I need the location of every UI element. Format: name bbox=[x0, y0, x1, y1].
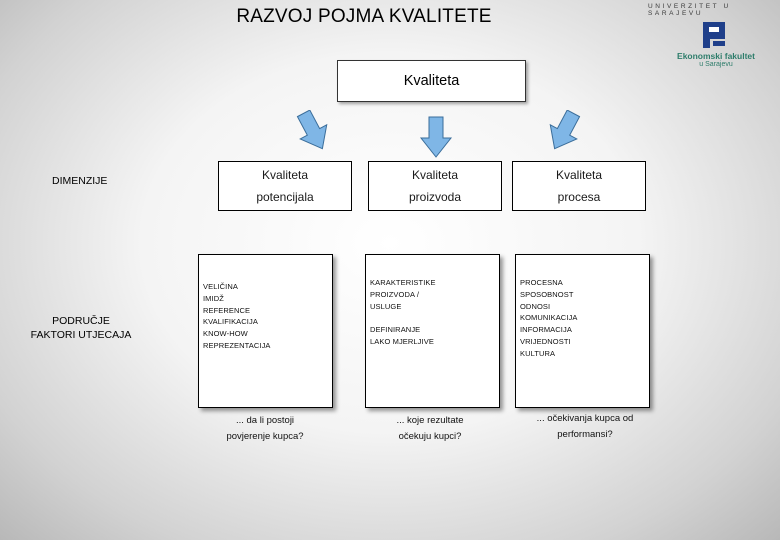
factor-item: KOMUNIKACIJA bbox=[520, 313, 578, 323]
dimension-line1: Kvaliteta bbox=[261, 168, 309, 182]
faculty-city: u Sarajevu bbox=[699, 61, 733, 68]
arrow-down-icon bbox=[296, 110, 330, 152]
factor-item bbox=[370, 312, 436, 324]
factor-item: REPREZENTACIJA bbox=[203, 340, 271, 350]
factor-list bbox=[203, 281, 271, 352]
factor-item: ODNOSI bbox=[520, 301, 551, 311]
question-line1: ... koje rezultate bbox=[396, 415, 464, 426]
question-line1: ... očekivanja kupca od bbox=[536, 413, 634, 424]
question-line2: performansi? bbox=[557, 429, 613, 440]
factor-item: KNOW-HOW bbox=[203, 329, 248, 339]
dimension-line2: procesa bbox=[557, 190, 601, 204]
factor-item: VELIČINA bbox=[203, 282, 238, 291]
question-line2: povjerenje kupca? bbox=[226, 431, 304, 442]
factor-item: PROCESNA bbox=[520, 278, 563, 287]
factor-item: INFORMACIJA bbox=[520, 325, 572, 335]
factor-item: KVALIFIKACIJA bbox=[203, 317, 258, 327]
factor-item: KARAKTERISTIKE bbox=[370, 278, 436, 287]
dimensions-label: DIMENZIJE bbox=[52, 175, 108, 187]
root-quality-box bbox=[337, 60, 526, 102]
factors-label bbox=[16, 314, 146, 342]
factors-box-product bbox=[365, 254, 500, 408]
question-line1: ... da li postoji bbox=[235, 415, 295, 426]
arrow-down-icon bbox=[419, 116, 453, 158]
factors-label-line1: PODRUČJE bbox=[52, 315, 110, 327]
page-title: RAZVOJ POJMA KVALITETE bbox=[236, 6, 492, 27]
dimension-line1: Kvaliteta bbox=[555, 168, 603, 182]
factors-box-potential bbox=[198, 254, 333, 408]
factor-item: IMIDŽ bbox=[203, 293, 224, 303]
factor-item: REFERENCE bbox=[203, 305, 251, 315]
dimension-box-potential bbox=[218, 161, 352, 211]
factor-list bbox=[520, 277, 577, 360]
root-quality-label: Kvaliteta bbox=[403, 73, 460, 89]
factor-item: SPOSOBNOST bbox=[520, 289, 574, 299]
question-process bbox=[515, 411, 655, 443]
dimension-line1: Kvaliteta bbox=[411, 168, 459, 182]
factors-box-process bbox=[515, 254, 650, 408]
factor-item: USLUGE bbox=[370, 301, 402, 311]
faculty-logo-icon bbox=[697, 20, 731, 50]
faculty-name: Ekonomski fakultet bbox=[677, 51, 755, 61]
question-product bbox=[360, 413, 500, 445]
arrow-down-icon bbox=[547, 110, 581, 152]
factor-item: VRIJEDNOSTI bbox=[520, 336, 571, 346]
factor-item: PROIZVODA / bbox=[370, 289, 420, 299]
factor-item: DEFINIRANJE bbox=[370, 325, 421, 335]
dimension-line2: proizvoda bbox=[408, 190, 462, 204]
factor-item: LAKO MJERLJIVE bbox=[370, 336, 434, 346]
question-potential bbox=[195, 413, 335, 445]
dimension-box-process bbox=[512, 161, 646, 211]
university-name: UNIVERZITET U SARAJEVU bbox=[648, 3, 731, 17]
factor-list bbox=[370, 277, 436, 348]
dimension-line2: potencijala bbox=[256, 190, 314, 204]
dimension-box-product bbox=[368, 161, 502, 211]
factors-label-line2: FAKTORI UTJECAJA bbox=[30, 329, 132, 341]
factor-item: KULTURA bbox=[520, 348, 556, 358]
question-line2: očekuju kupci? bbox=[398, 431, 462, 442]
